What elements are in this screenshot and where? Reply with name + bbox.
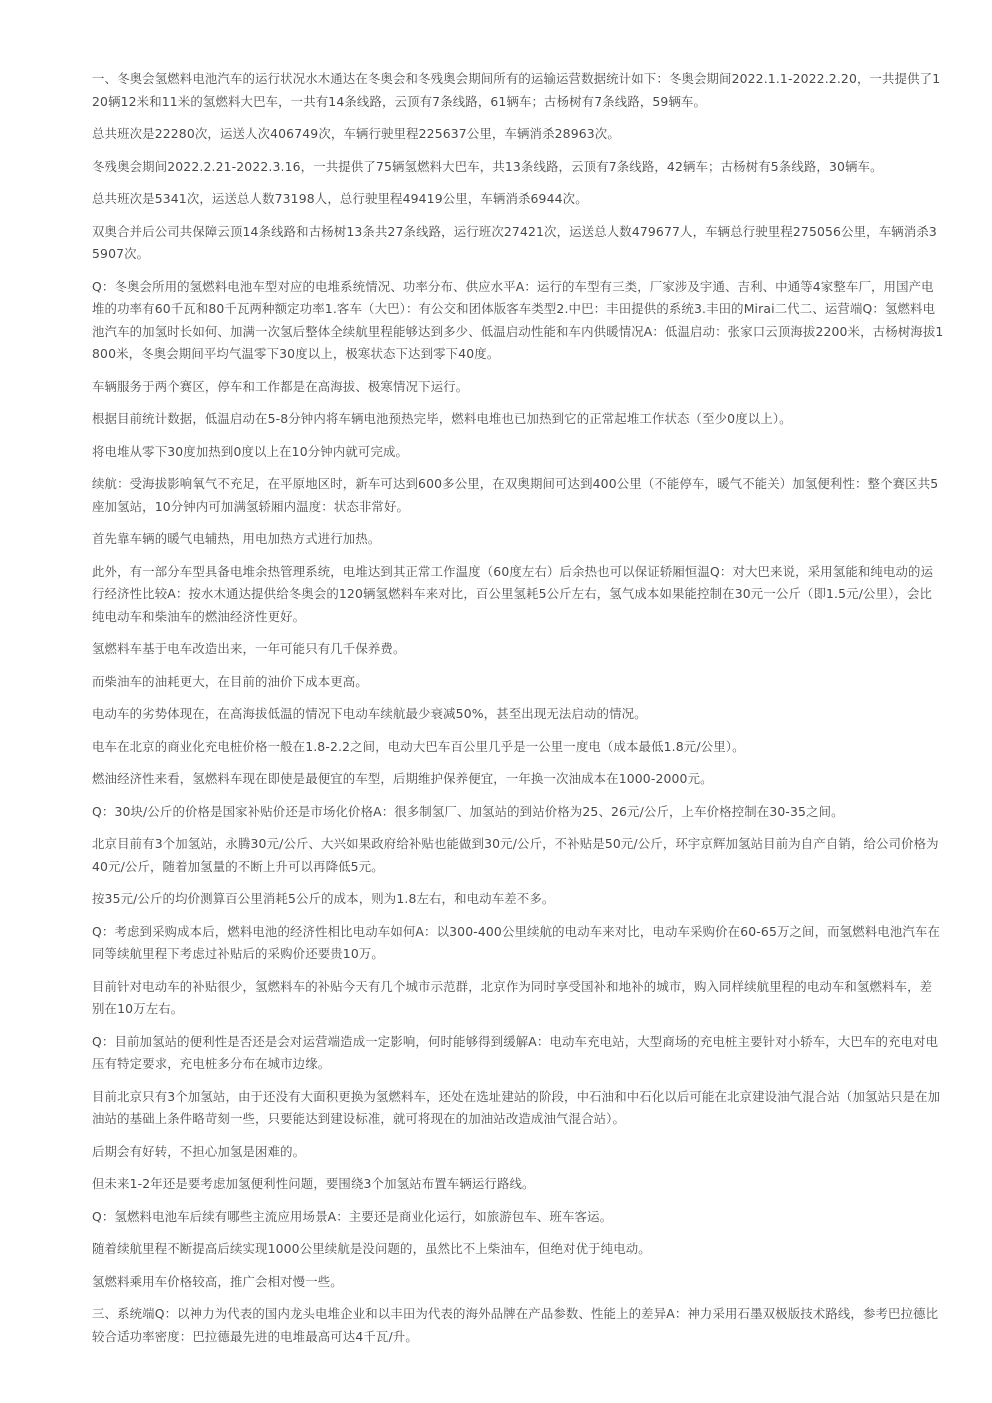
paragraph: 后期会有好转，不担心加氢是困难的。 (92, 1143, 306, 1159)
paragraph: Q：30块/公斤的价格是国家补贴价还是市场化价格A：很多制氢厂、加氢站的到站价格为25、26元/公斤，上车价格控制在30-35之间。 (92, 803, 844, 819)
paragraph: 随着续航里程不断提高后续实现1000公里续航是没问题的，虽然比不上柴油车，但绝对优于纯电动。 (92, 1241, 651, 1256)
paragraph: Q：考虑到采购成本后，燃料电池的经济性相比电动车如何A：以300-400公里续航的电动车来对比，电动车采购价在60-65万之间，而氢燃料电池汽车在同等续航里程下考虑过补贴后的采购价还要贵10万。 (92, 923, 940, 961)
paragraph: 续航：受海拔影响氧气不充足，在平原地区时，新车可达到600多公里，在双奥期间可达到400公里（不能停车，暖气不能关）加氢便利性：整个赛区共5座加氢站，10分钟内可加满氢轿厢内温度：状态非常好。 (92, 476, 939, 514)
paragraph: 燃油经济性来看，氢燃料车现在即使是最便宜的车型，后期维护保养便宜，一年换一次油成本在1000-2000元。 (92, 771, 713, 786)
paragraph: 双奥合并后公司共保障云顶14条线路和古杨树13条共27条线路，运行班次27421次，运送总人数479677人，车辆总行驶里程275056公里，车辆消杀35907次。 (92, 223, 937, 261)
paragraph: 冬残奥会期间2022.2.21-2022.3.16，一共提供了75辆氢燃料大巴车，共13条线路，云顶有7条线路，42辆车；古杨树有5条线路，30辆车。 (92, 158, 883, 174)
paragraph: 目前北京只有3个加氢站，由于还没有大面积更换为氢燃料车，还处在选址建站的阶段，中石油和中石化以后可能在北京建设油气混合站（加氢站只是在加油站的基础上条件略苛刻一些，只要能达到建设标准，就可将现在的加油站改造成油气混合站）。 (92, 1088, 941, 1126)
paragraph: 车辆服务于两个赛区，停车和工作都是在高海拔、极寒情况下运行。 (92, 378, 469, 394)
paragraph: 目前针对电动车的补贴很少，氢燃料车的补贴今天有几个城市示范群，北京作为同时享受国补和地补的城市，购入同样续航里程的电动车和氢燃料车，差别在10万左右。 (92, 978, 933, 1016)
paragraph: 首先靠车辆的暖气电辅热，用电加热方式进行加热。 (92, 531, 381, 546)
paragraph: 总共班次是5341次，运送总人数73198人，总行驶里程49419公里，车辆消杀6944次。 (92, 191, 588, 206)
paragraph: 氢燃料乘用车价格较高，推广会相对慢一些。 (92, 1273, 343, 1289)
paragraph: 但未来1-2年还是要考虑加氢便利性问题，要围绕3个加氢站布置车辆运行路线。 (92, 1176, 535, 1191)
paragraph: 总共班次是22280次，运送人次406749次，车辆行驶里程225637公里，车辆消杀28963次。 (92, 126, 620, 141)
paragraph: Q：冬奥会所用的氢燃料电池车型对应的电堆系统情况、功率分布、供应水平A：运行的车型有三类，厂家涉及宇通、吉利、中通等4家整车厂，用国产电堆的功率有60千瓦和80千瓦两种额定功率1.客车（大巴）：有公交和团体版客车类型2.中巴：丰田提供的系统3.丰田的Mirai二代二、运营端Q：氢燃料电池汽车的加氢时长如何、加满一次氢后整体全续航里程能够达到多少、低温启动性能和车内供暖情况A：低温启动：张家口云顶海拔2200米，古杨树海拔1800米，冬奥会期间平均气温零下30度以上，极寒状态下达到零下40度。 (92, 278, 944, 361)
paragraph: 根据目前统计数据，低温启动在5-8分钟内将车辆电池预热完毕，燃料电堆也已加热到它的正常起堆工作状态（至少0度以上）。 (92, 411, 792, 426)
paragraph: Q：氢燃料电池车后续有哪些主流应用场景A：主要还是商业化运行，如旅游包车、班车客运。 (92, 1208, 613, 1224)
paragraph: 三、系统端Q：以神力为代表的国内龙头电堆企业和以丰田为代表的海外品牌在产品参数、性能上的差异A：神力采用石墨双极版技术路线，参考巴拉德比较合适功率密度：巴拉德最先进的电堆最高可达4千瓦/升。 (92, 1306, 939, 1344)
paragraph: 一、冬奥会氢燃料电池汽车的运行状况水木通达在冬奥会和冬残奥会期间所有的运输运营数据统计如下：冬奥会期间2022.1.1-2022.2.20，一共提供了120辆12米和11米的氢燃料大巴车，一共有14条线路，云顶有7条线路，61辆车；古杨树有7条线路，59辆车。 (92, 71, 941, 109)
paragraph: 电车在北京的商业化充电桩价格一般在1.8-2.2之间，电动大巴车百公里几乎是一公里一度电（成本最低1.8元/公里）。 (92, 738, 745, 754)
paragraph: 电动车的劣势体现在，在高海拔低温的情况下电动车续航最少衰减50%，甚至出现无法启动的情况。 (92, 706, 647, 721)
paragraph: 而柴油车的油耗更大，在目前的油价下成本更高。 (92, 673, 368, 689)
paragraph: 按35元/公斤的均价测算百公里消耗5公斤的成本，则为1.8左右，和电动车差不多。 (92, 891, 555, 906)
paragraph: 此外，有一部分车型具备电堆余热管理系统，电堆达到其正常工作温度（60度左右）后余热也可以保证轿厢恒温Q：对大巴来说，采用氢能和纯电动的运行经济性比较A：按水木通达提供给冬奥会的120辆氢燃料车来对比，百公里氢耗5公斤左右，氢气成本如果能控制在30元一公斤（即1.5元/公里），会比纯电动车和柴油车的燃油经济性更好。 (92, 563, 934, 624)
paragraph: 氢燃料车基于电车改造出来，一年可能只有几千保养费。 (92, 641, 406, 656)
paragraph: 北京目前有3个加氢站，永腾30元/公斤、大兴如果政府给补贴也能做到30元/公斤，不补贴是50元/公斤，环宇京辉加氢站目前为自产自销，给公司价格为40元/公斤，随着加氢量的不断上升可以再降低5元。 (92, 836, 939, 874)
document-body (92, 68, 944, 1358)
paragraph: 将电堆从零下30度加热到0度以上在10分钟内就可完成。 (92, 443, 409, 459)
paragraph: Q：目前加氢站的便利性是否还是会对运营端造成一定影响，何时能够得到缓解A：电动车充电站，大型商场的充电桩主要针对小轿车，大巴车的充电对电压有特定要求，充电桩多分布在城市边缘。 (92, 1033, 939, 1071)
